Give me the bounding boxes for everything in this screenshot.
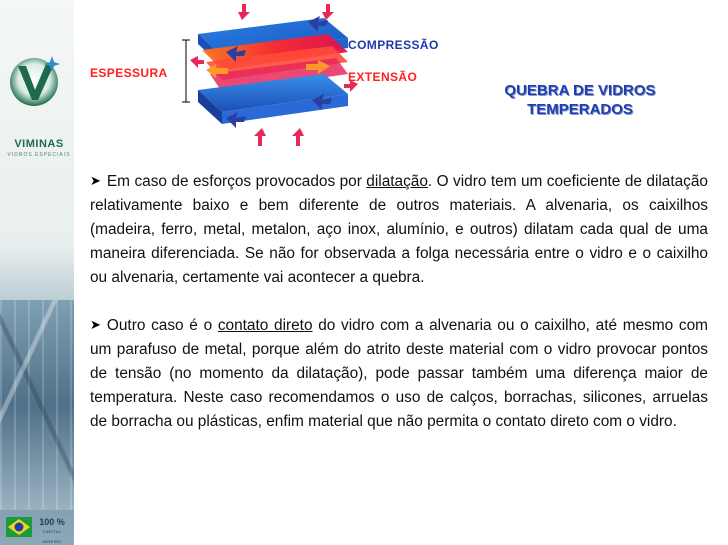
arrow-bullet-icon: ➤ [90,317,101,332]
glass-stress-illustration [86,0,466,160]
building-glass-photo [0,300,74,510]
paragraph-direct-contact [90,314,708,434]
paragraph-text-before: Outro caso é o [106,317,218,334]
seal-value: 100 % [39,517,65,527]
capital-seal [34,517,70,545]
brazil-flag-icon [6,517,32,537]
compression-label: COMPRESSÃO [348,38,439,52]
paragraph-text-after: . O vidro tem um coeficiente de dilatação relativamente baixo e bem diferente de outros materiais. A alvenaria, os caixilhos (madeira, ferro, metal, metalon, aço inox, alumínio, e outros) dilatam cada qual de uma maneira diferenciada. Se não for observada a folga necessária entre o vidro e o caixilho ou alvenaria, certamente vai acontecer a quebra. [90,173,708,286]
main-content [90,170,708,434]
paragraph-expansion [90,170,708,290]
expansion-link[interactable]: dilatação [366,173,428,190]
paragraph-text-before: Em caso de esforços provocados por [106,173,367,190]
seal-caption: CAPITAL MINEIRO [42,529,62,544]
title-line-2: TEMPERADOS [527,101,633,118]
arrow-bullet-icon: ➤ [90,173,101,188]
logo-v-icon [8,52,64,108]
extension-label: EXTENSÃO [348,70,418,84]
brand-name: VIMINAS [14,138,64,150]
direct-contact-link[interactable]: contato direto [217,317,313,334]
page-title [480,81,680,119]
thickness-label: ESPESSURA [90,66,168,80]
paragraph-text-after: do vidro com a alvenaria ou o caixilho, até mesmo com um parafuso de metal, porque além do atrito deste material com o vidro provocar pontos de tensão (no momento da dilatação), pode passar também uma diferença maior de temperatura. Neste caso recomendamos o uso de calços, borrachas, silicones, arruelas de borracha ou plásticas, enfim material que não permita o contato direto com o vidro. [90,317,708,430]
title-line-1: QUEBRA DE VIDROS [504,82,656,99]
brand-tagline: VIDROS ESPECIAIS [7,152,71,158]
brand-sidebar [0,0,74,545]
